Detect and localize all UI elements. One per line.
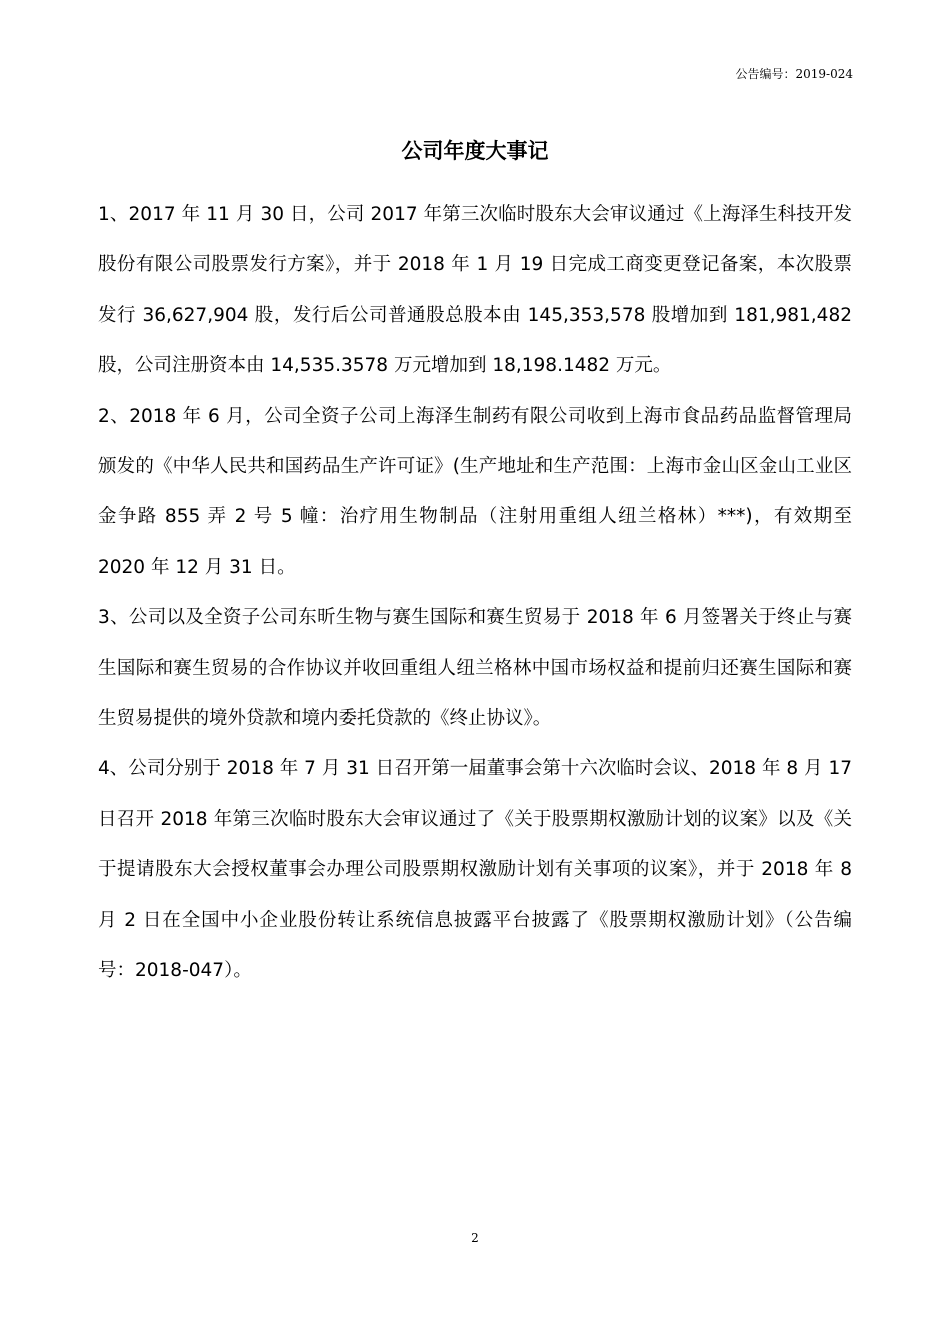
page-number: 2 [471,1231,479,1245]
document-body [98,190,852,997]
event-paragraph-2: 2、2018 年 6 月，公司全资子公司上海泽生制药有限公司收到上海市食品药品监督管理局颁发的《中华人民共和国药品生产许可证》(生产地址和生产范围：上海市金山区金山工业区金争路 855 弄 2 号 5 幢：治疗用生物制品（注射用重组人纽兰格林）***)，有效期至 2020 年 12 月 31 日。 [98,405,852,578]
page-title: 公司年度大事记 [401,139,549,163]
event-paragraph-1: 1、2017 年 11 月 30 日，公司 2017 年第三次临时股东大会审议通过《上海泽生科技开发股份有限公司股票发行方案》，并于 2018 年 1 月 19 日完成工商变更登记备案，本次股票发行 36,627,904 股，发行后公司普通股总股本由 145,353,578 股增加到 181,981,482 股，公司注册资本由 14,535.3578 万元增加到 18,198.1482 万元。 [98,204,852,377]
event-paragraph-3: 3、公司以及全资子公司东昕生物与赛生国际和赛生贸易于 2018 年 6 月签署关于终止与赛生国际和赛生贸易的合作协议并收回重组人纽兰格林中国市场权益和提前归还赛生国际和赛生贸易提供的境外贷款和境内委托贷款的《终止协议》。 [98,607,852,730]
announcement-number: 公告编号：2019-024 [735,67,853,81]
event-paragraph-4: 4、公司分别于 2018 年 7 月 31 日召开第一届董事会第十六次临时会议、2018 年 8 月 17 日召开 2018 年第三次临时股东大会审议通过了《关于股票期权激励计划的议案》以及《关于提请股东大会授权董事会办理公司股票期权激励计划有关事项的议案》，并于 2018 年 8 月 2 日在全国中小企业股份转让系统信息披露平台披露了《股票期权激励计划》（公告编号：2018-047）。 [98,758,852,982]
